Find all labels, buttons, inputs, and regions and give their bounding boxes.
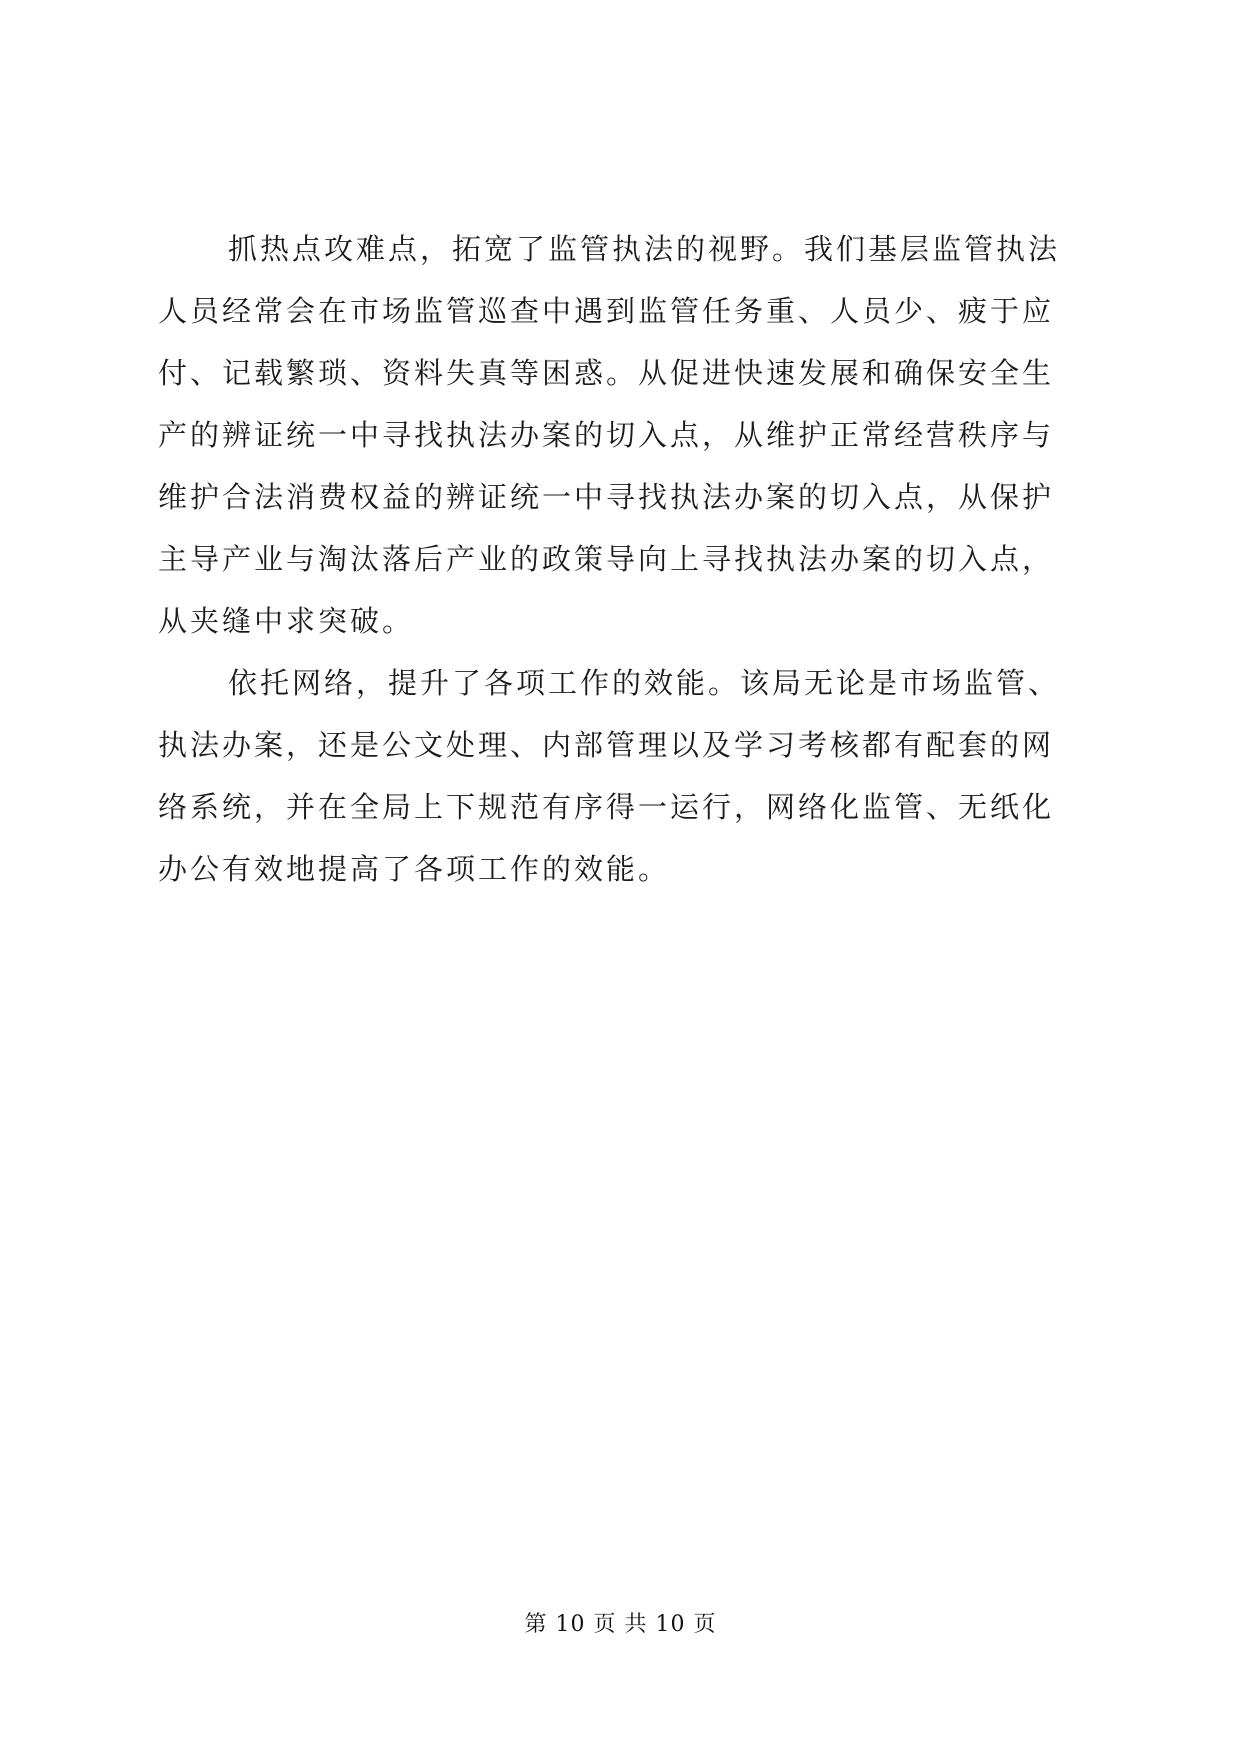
paragraph-2-line-3: 络系统，并在全局上下规范有序得一运行，网络化监管、无纸化 xyxy=(158,790,1055,824)
paragraph-1-line-4: 产的辨证统一中寻找执法办案的切入点，从维护正常经营秩序与 xyxy=(158,418,1055,452)
paragraph-1-line-1: 抓热点攻难点，拓宽了监管执法的视野。我们基层监管执法 xyxy=(228,232,1061,266)
paragraph-1-line-6: 主导产业与淘汰落后产业的政策导向上寻找执法办案的切入点， xyxy=(158,542,1055,576)
paragraph-1-line-7: 从夹缝中求突破。 xyxy=(158,604,415,638)
paragraph-2-line-1: 依托网络，提升了各项工作的效能。该局无论是市场监管、 xyxy=(228,666,1061,700)
paragraph-2-line-4: 办公有效地提高了各项工作的效能。 xyxy=(158,852,671,886)
paragraph-2-line-2: 执法办案，还是公文处理、内部管理以及学习考核都有配套的网 xyxy=(158,728,1055,762)
paragraph-1-line-3: 付、记载繁琐、资料失真等困惑。从促进快速发展和确保安全生 xyxy=(158,356,1055,390)
paragraph-1-line-5: 维护合法消费权益的辨证统一中寻找执法办案的切入点，从保护 xyxy=(158,480,1055,514)
page-number-footer: 第 10 页 共 10 页 xyxy=(524,1612,717,1637)
paragraph-1-line-2: 人员经常会在市场监管巡查中遇到监管任务重、人员少、疲于应 xyxy=(158,294,1055,328)
